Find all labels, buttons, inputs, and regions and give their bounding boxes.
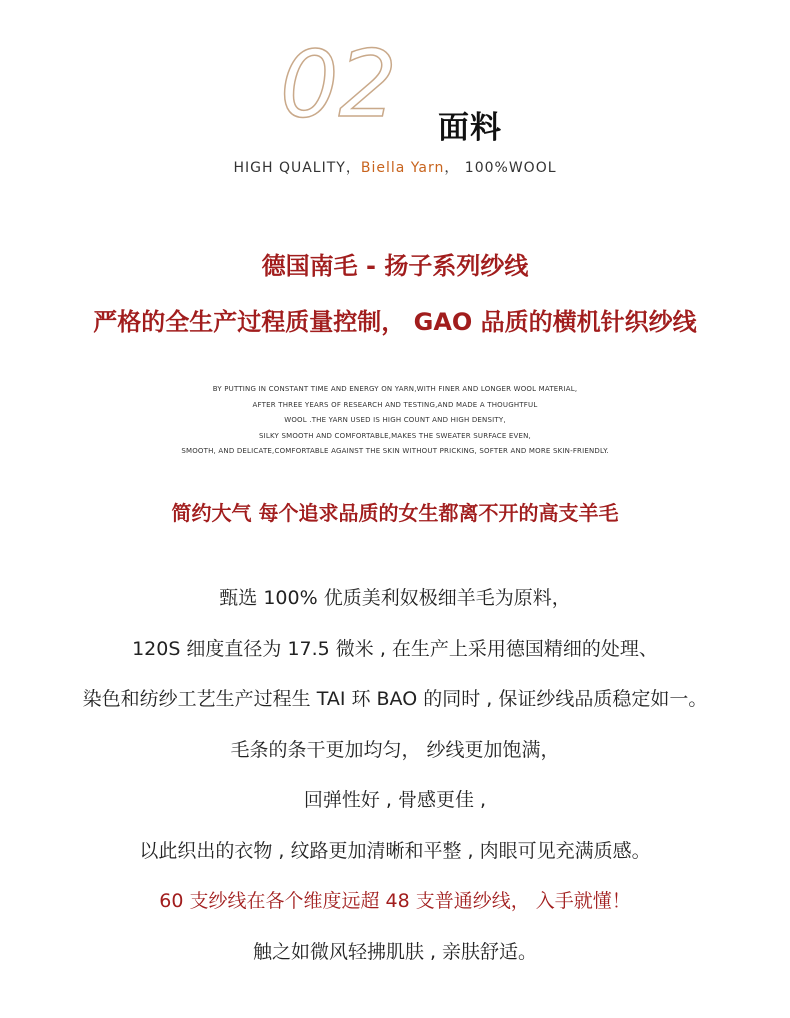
english-line: SMOOTH, AND DELICATE,COMFORTABLE AGAINST THE SKIN WITHOUT PRICKING, SOFTER AND MORE SKIN-FRIENDLY. — [181, 447, 609, 455]
body-line: 毛条的条干更加均匀， 纱线更加饱满， — [230, 738, 560, 761]
english-description — [0, 382, 790, 460]
body-line: 触之如微风轻拂肌肤 , 亲肤舒适。 — [252, 940, 538, 963]
subtitle-highlight: Biella Yarn — [360, 160, 445, 176]
body-line-highlight: 60 支纱线在各个维度远超 48 支普通纱线， 入手就懂！ — [159, 890, 631, 912]
section-title: 面料 — [438, 110, 502, 146]
headline-line-1: 德国南毛 - 扬子系列纱线 — [261, 252, 529, 280]
english-line: WOOL .THE YARN USED IS HIGH COUNT AND HIGH DENSITY, — [284, 416, 506, 424]
svg-text:02: 02 — [280, 31, 398, 138]
body-line: 染色和纺纱工艺生产过程生 TAI 环 BAO 的同时 , 保证纱线品质稳定如一。 — [82, 688, 708, 710]
section-header — [0, 30, 790, 146]
headline-line-2: 严格的全生产过程质量控制， GAO 品质的横机针织纱线 — [93, 308, 697, 336]
english-line: BY PUTTING IN CONSTANT TIME AND ENERGY ON YARN,WITH FINER AND LONGER WOOL MATERIAL, — [212, 385, 578, 393]
body-text — [0, 580, 790, 984]
english-line: AFTER THREE YEARS OF RESEARCH AND TESTING,AND MADE A THOUGHTFUL — [252, 400, 538, 409]
body-line: 120S 细度直径为 17.5 微米 , 在生产上采用德国精细的处理、 — [132, 637, 658, 660]
subtitle-part-1: HIGH QUALITY， — [233, 160, 361, 176]
english-line: SILKY SMOOTH AND COMFORTABLE,MAKES THE SWEATER SURFACE EVEN, — [259, 431, 531, 440]
body-line: 甄选 100% 优质美利奴极细羊毛为原料， — [219, 587, 571, 609]
slogan: 简约大气 每个追求品质的女生都离不开的高支羊毛 — [171, 501, 619, 525]
subtitle-part-2: ， 100%WOOL — [444, 160, 557, 176]
body-line: 回弹性好 , 骨感更佳 , — [303, 789, 487, 811]
body-line: 以此织出的衣物 , 纹路更加清晰和平整 , 肉眼可见充满质感。 — [139, 839, 651, 862]
quality-subtitle — [0, 158, 790, 178]
section-number — [276, 30, 416, 138]
